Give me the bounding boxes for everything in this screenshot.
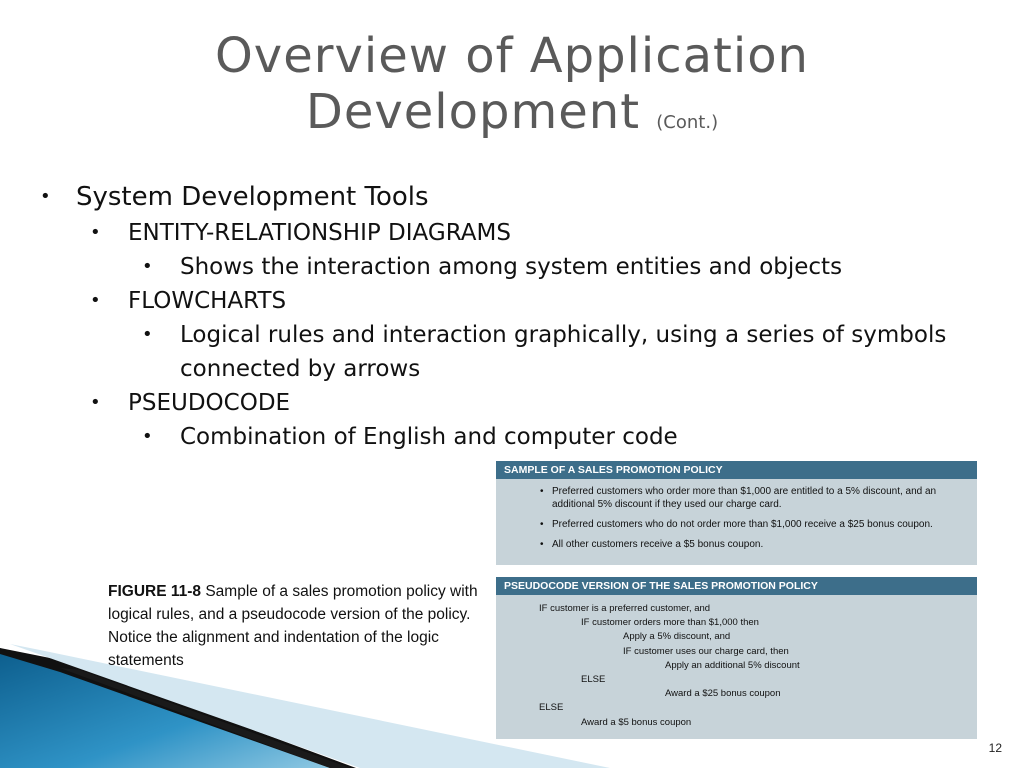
pseudocode-line: Apply an additional 5% discount xyxy=(665,659,800,671)
pseudocode-line: ELSE xyxy=(539,702,564,714)
pseudocode-line: Award a $5 bonus coupon xyxy=(581,716,692,728)
bullet-icon: • xyxy=(90,290,101,311)
bullet-icon: • xyxy=(540,519,544,530)
sample-policy-item xyxy=(496,485,977,511)
pseudocode-line: ELSE xyxy=(581,674,606,686)
bullet-text: Combination of English and computer code xyxy=(180,424,678,450)
pseudocode-line: Apply a 5% discount, and xyxy=(623,631,731,643)
sample-policy-text: All other customers receive a $5 bonus coupon. xyxy=(552,539,764,550)
title-line-2 xyxy=(0,84,1024,151)
sample-policy-item xyxy=(496,518,977,531)
bullet-text: System Development Tools xyxy=(76,182,429,212)
bullet-icon: • xyxy=(142,324,153,345)
bullet-icon: • xyxy=(90,222,101,243)
bullet-text: PSEUDOCODE xyxy=(128,390,291,416)
bullet-text: ENTITY-RELATIONSHIP DIAGRAMS xyxy=(128,220,511,246)
sample-policy-header: SAMPLE OF A SALES PROMOTION POLICY xyxy=(496,461,977,479)
figure-caption-text: Sample of a sales promotion policy with logical rules, and a pseudocode version of the policy. Notice the alignment and indentation of the logic statements xyxy=(108,583,478,669)
title-line-2-text: Development xyxy=(305,84,641,140)
bullet-icon: • xyxy=(142,426,153,447)
bullet-icon: • xyxy=(540,539,544,550)
bullet-text: Shows the interaction among system entities and objects xyxy=(180,254,843,280)
bullet-item-er-diagrams xyxy=(0,216,1000,250)
pseudocode-line: IF customer is a preferred customer, and xyxy=(539,603,711,614)
sample-policy-text: Preferred customers who order more than $1,000 are entitled to a 5% discount, and an additional 5% discount if they used our charge card. xyxy=(552,486,937,510)
bullet-icon: • xyxy=(90,392,101,413)
slide-title xyxy=(0,28,1024,151)
bullet-item-system-development-tools xyxy=(0,178,1000,216)
bullet-item-flowcharts-desc xyxy=(0,318,1000,386)
pseudocode-line: Award a $25 bonus coupon xyxy=(665,688,781,700)
pseudocode-block xyxy=(496,602,977,730)
bullet-icon: • xyxy=(540,486,544,497)
bullet-item-pseudocode-desc xyxy=(0,420,1000,454)
sample-policy-list xyxy=(496,485,977,551)
bullet-list xyxy=(0,178,1000,454)
pseudocode-panel xyxy=(496,577,977,739)
bullet-item-pseudocode xyxy=(0,386,1000,420)
page-number: 12 xyxy=(988,741,1002,755)
bullet-icon: • xyxy=(40,186,51,207)
bullet-text: FLOWCHARTS xyxy=(128,288,287,314)
bullet-icon: • xyxy=(142,256,153,277)
bullet-text: Logical rules and interaction graphically, using a series of symbols connected by arrows xyxy=(180,322,947,382)
bullet-item-flowcharts xyxy=(0,284,1000,318)
sample-policy-panel xyxy=(496,461,977,565)
title-line-1: Overview of Application xyxy=(215,28,809,84)
pseudocode-line: IF customer uses our charge card, then xyxy=(623,645,789,657)
pseudocode-line: IF customer orders more than $1,000 then xyxy=(581,617,759,629)
bullet-item-er-desc xyxy=(0,250,1000,284)
title-cont-label: (Cont.) xyxy=(656,112,719,133)
figure-caption xyxy=(108,580,488,672)
sample-policy-text: Preferred customers who do not order more than $1,000 receive a $25 bonus coupon. xyxy=(552,519,933,530)
sample-policy-item xyxy=(496,538,977,551)
pseudocode-header: PSEUDOCODE VERSION OF THE SALES PROMOTION POLICY xyxy=(496,577,977,595)
figure-number: FIGURE 11-8 xyxy=(108,583,202,600)
